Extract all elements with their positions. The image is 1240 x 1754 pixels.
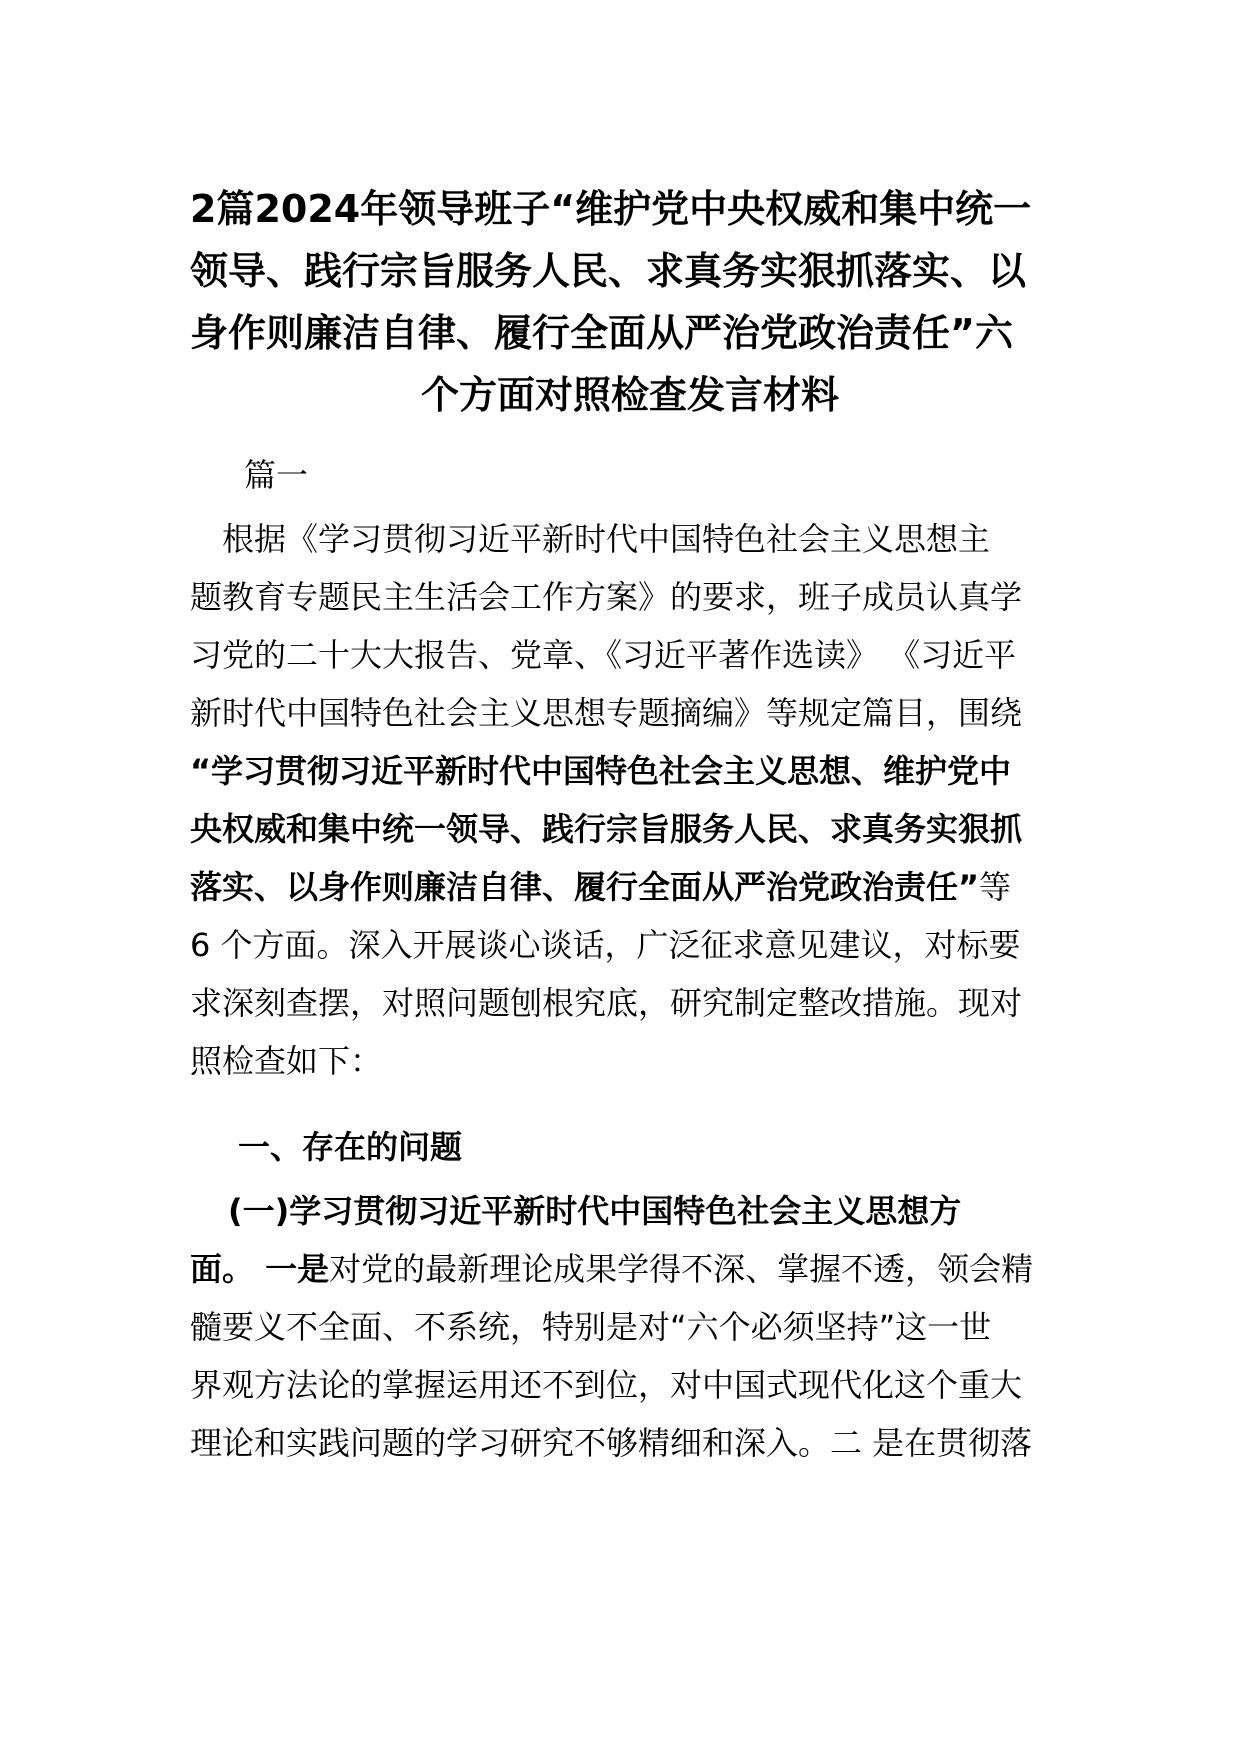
paragraph-line-bold: 落实、以身作则廉洁自律、履行全面从严治党政治责任” (190, 868, 980, 906)
paragraph-line: 髓要义不全面、不系统，特别是对“六个必须坚持”这一世 (190, 1308, 992, 1346)
lead-term: 一是 (254, 1250, 330, 1288)
section-heading: 一、存在的问题 (238, 1128, 463, 1166)
paragraph-line: 求深刻查摆，对照问题刨根究底，研究制定整改措施。现对 (190, 984, 1023, 1022)
paragraph-line: 6 个方面。深入开展谈心谈话，广泛征求意见建议，对标要 (190, 926, 1021, 964)
title-line: 个方面对照检查发言材料 (420, 373, 839, 417)
paragraph-line: 界观方法论的掌握运用还不到位，对中国式现代化这个重大 (190, 1366, 1023, 1404)
paragraph-text: 等 (979, 868, 1012, 906)
paragraph-line-bold: 央权威和集中统一领导、践行宗旨服务人民、求真务实狠抓 (190, 810, 1023, 848)
paragraph-text: 对党的最新理论成果学得不深、掌握不透，领会精 (329, 1250, 1034, 1288)
subsection-heading-end: 面。 (190, 1250, 255, 1288)
paragraph-line: 根据《学习贯彻习近平新时代中国特色社会主义思想主 (190, 520, 991, 558)
paragraph-line-bold: “学习贯彻习近平新时代中国特色社会主义思想、维护党中 (190, 752, 1012, 790)
document-title (190, 178, 1070, 426)
title-line: 身作则廉洁自律、履行全面从严治党政治责任”六 (190, 311, 1013, 355)
part-label: 篇一 (244, 456, 309, 494)
paragraph-line: 题教育专题民主生活会工作方案》的要求，班子成员认真学 (190, 578, 1023, 616)
intro-paragraph (190, 510, 1056, 1090)
title-line: 领导、践行宗旨服务人民、求真务实狠抓落实、以 (190, 249, 1027, 293)
paragraph-line: 照检查如下： (190, 1042, 383, 1080)
section-paragraph (190, 1182, 1056, 1472)
subsection-heading: (一)学习贯彻习近平新时代中国特色社会主义思想方 (228, 1192, 962, 1230)
paragraph-line: 习党的二十大大报告、党章、《习近平著作选读》 《习近平 (190, 636, 1017, 674)
paragraph-line: 理论和实践问题的学习研究不够精细和深入。二 是在贯彻落 (190, 1424, 1033, 1462)
title-line: 2篇2024年领导班子“维护党中央权威和集中统一 (190, 187, 1032, 231)
paragraph-line: 新时代中国特色社会主义思想专题摘编》等规定篇目，围绕 (190, 694, 1023, 732)
